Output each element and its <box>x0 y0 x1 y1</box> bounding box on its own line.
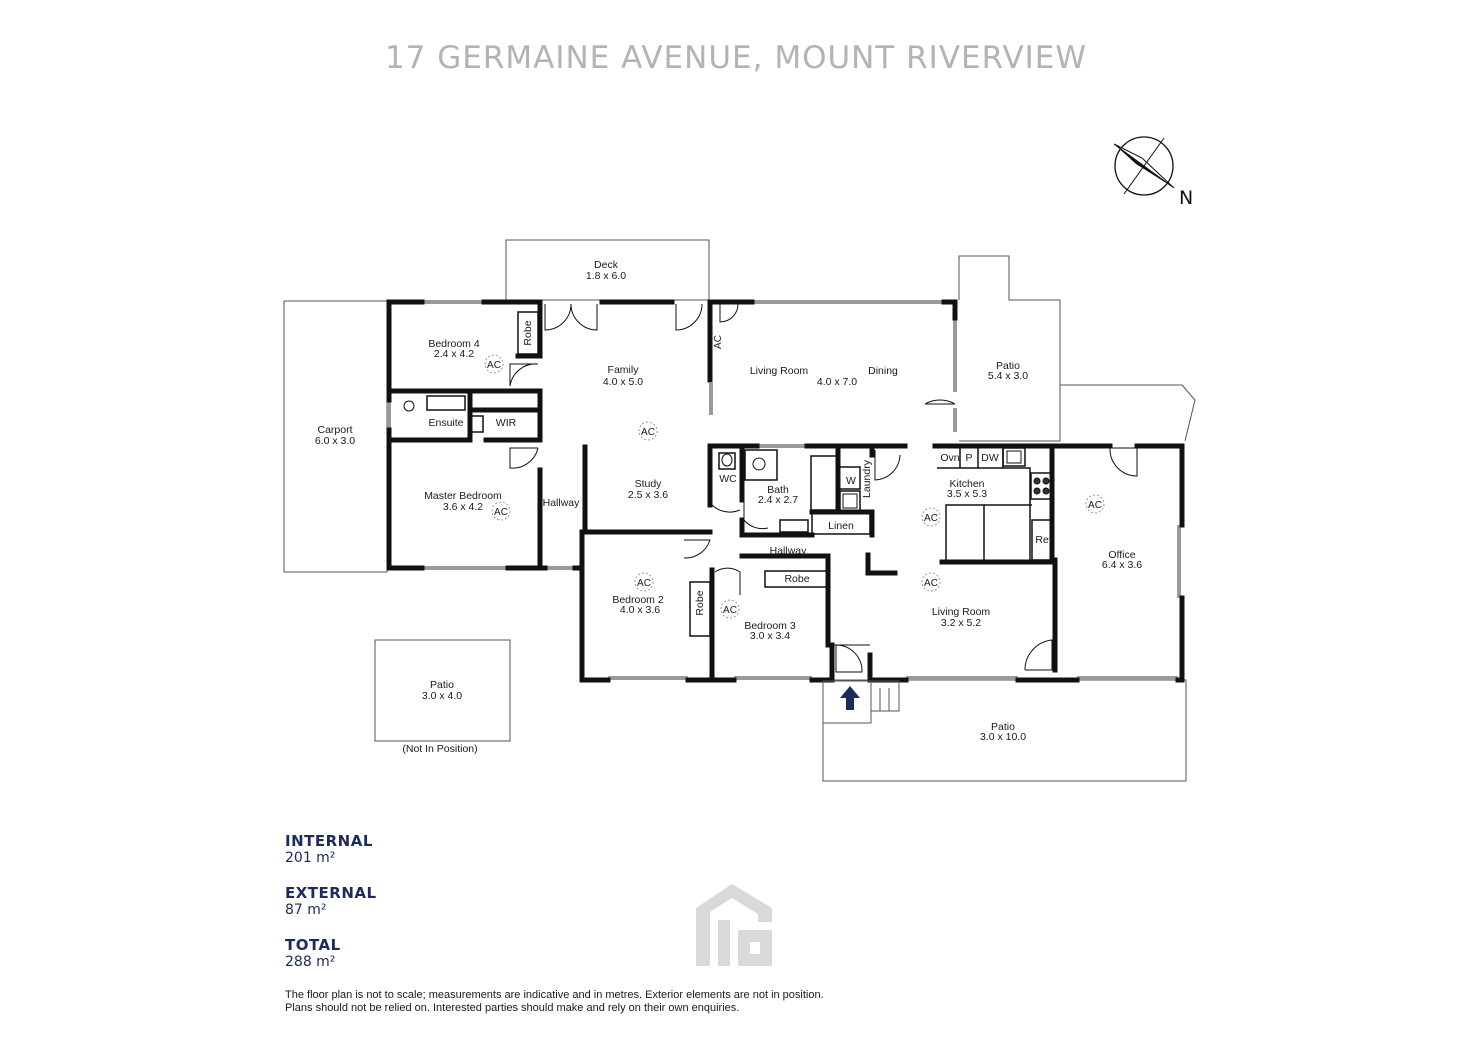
svg-text:AC: AC <box>487 360 501 371</box>
svg-text:AC: AC <box>924 578 938 589</box>
room-name-family: Family <box>607 364 639 376</box>
internal-label: INTERNAL <box>285 832 373 850</box>
svg-text:AC: AC <box>924 513 938 524</box>
room-size-deck: 1.8 x 6.0 <box>585 270 627 282</box>
room-name-deck: Deck <box>594 259 618 271</box>
external-label: EXTERNAL <box>285 884 377 902</box>
room-name-patio-ne: Patio <box>996 360 1020 372</box>
room-size-family: 4.0 x 5.0 <box>602 376 644 388</box>
not-in-position-note: (Not In Position) <box>402 743 478 755</box>
patio-east-canopy <box>1060 385 1195 441</box>
room-name-robe-bed4: Robe <box>522 320 534 346</box>
room-size-living-dining: 4.0 x 7.0 <box>816 376 858 388</box>
room-name-wir: WIR <box>495 417 517 429</box>
room-size-carport: 6.0 x 3.0 <box>314 435 356 447</box>
room-size-bath: 2.4 x 2.7 <box>757 494 799 506</box>
svg-text:AC: AC <box>494 507 508 518</box>
room-name-living-front: Living Room <box>931 606 991 618</box>
entry-arrow-icon <box>840 686 860 710</box>
svg-text:AC: AC <box>723 605 737 616</box>
room-name-carport: Carport <box>317 424 353 436</box>
svg-text:AC: AC <box>713 335 724 349</box>
room-size-kitchen: 3.5 x 5.3 <box>946 488 988 500</box>
room-name-laundry: Laundry <box>861 460 873 498</box>
ac-marker <box>492 502 510 520</box>
room-size-patio-sw: 3.0 x 4.0 <box>421 690 463 702</box>
room-size-bedroom-3: 3.0 x 3.4 <box>749 630 791 642</box>
room-name-bath: Bath <box>767 484 789 496</box>
page-title: 17 GERMAINE AVENUE, MOUNT RIVERVIEW <box>384 40 1088 76</box>
dishwasher-label: DW <box>981 452 999 464</box>
room-size-living-front: 3.2 x 5.2 <box>940 617 982 629</box>
room-name-bedroom-3: Bedroom 3 <box>744 620 796 632</box>
room-name-ensuite: Ensuite <box>428 417 464 429</box>
room-name-patio-s: Patio <box>991 721 1015 733</box>
room-size-patio-s: 3.0 x 10.0 <box>979 731 1027 743</box>
external-value: 87 m² <box>285 902 327 918</box>
ac-marker <box>922 508 940 526</box>
room-name-kitchen: Kitchen <box>949 478 985 490</box>
room-name-wc: WC <box>719 473 737 485</box>
room-name-linen: Linen <box>828 520 854 532</box>
room-name-robe-bed2: Robe <box>694 590 706 616</box>
ac-marker <box>721 600 739 618</box>
ac-marker <box>1086 495 1104 513</box>
ac-marker <box>485 355 503 373</box>
svg-text:AC: AC <box>637 578 651 589</box>
svg-text:AC: AC <box>641 427 655 438</box>
room-size-bedroom-2: 4.0 x 3.6 <box>619 604 661 616</box>
ac-marker <box>922 573 940 591</box>
brand-logo-icon <box>692 880 776 970</box>
internal-area <box>285 833 373 867</box>
oven-label: Ovn <box>940 452 960 464</box>
compass-north-label: N <box>1179 187 1194 209</box>
pantry-label: P <box>965 452 973 464</box>
room-size-patio-ne: 5.4 x 3.0 <box>987 370 1029 382</box>
room-name-bedroom-2: Bedroom 2 <box>612 594 664 606</box>
room-name-dining: Dining <box>868 365 898 377</box>
fridge-label: Ref. <box>1035 534 1055 546</box>
room-name-hallway-central: Hallway <box>769 545 807 557</box>
room-size-bedroom-4: 2.4 x 4.2 <box>433 348 475 360</box>
total-value: 288 m² <box>285 954 336 970</box>
ac-marker <box>639 422 657 440</box>
room-size-study: 2.5 x 3.6 <box>627 489 669 501</box>
room-name-hallway-west: Hallway <box>542 497 580 509</box>
ac-marker <box>635 573 653 591</box>
room-name-study: Study <box>634 478 662 490</box>
room-name-bedroom-4: Bedroom 4 <box>428 338 480 350</box>
svg-text:AC: AC <box>1088 500 1102 511</box>
disclaimer-line-2: Plans should not be relied on. Interested parties should make and rely on their own enquiries. <box>285 1002 740 1014</box>
room-name-master-bedroom: Master Bedroom <box>424 490 502 502</box>
room-name-office: Office <box>1108 549 1136 561</box>
room-size-office: 6.4 x 3.6 <box>1101 559 1143 571</box>
room-size-master-bedroom: 3.6 x 4.2 <box>442 501 484 513</box>
disclaimer <box>285 989 985 1015</box>
internal-value: 201 m² <box>285 850 336 866</box>
ac-marker <box>713 335 724 349</box>
room-name-patio-sw: Patio <box>430 679 454 691</box>
room-name-robe-bed3: Robe <box>784 573 810 585</box>
washer-label: W <box>846 475 856 487</box>
total-label: TOTAL <box>285 936 341 954</box>
room-name-living-dining: Living Room <box>749 365 809 377</box>
patio-ne-area <box>959 256 1060 441</box>
external-area <box>285 885 377 919</box>
compass-icon <box>1114 137 1174 195</box>
total-area <box>285 937 341 971</box>
disclaimer-line-1: The floor plan is not to scale; measurements are indicative and in metres. Exterior elements are not in position. <box>285 989 824 1001</box>
